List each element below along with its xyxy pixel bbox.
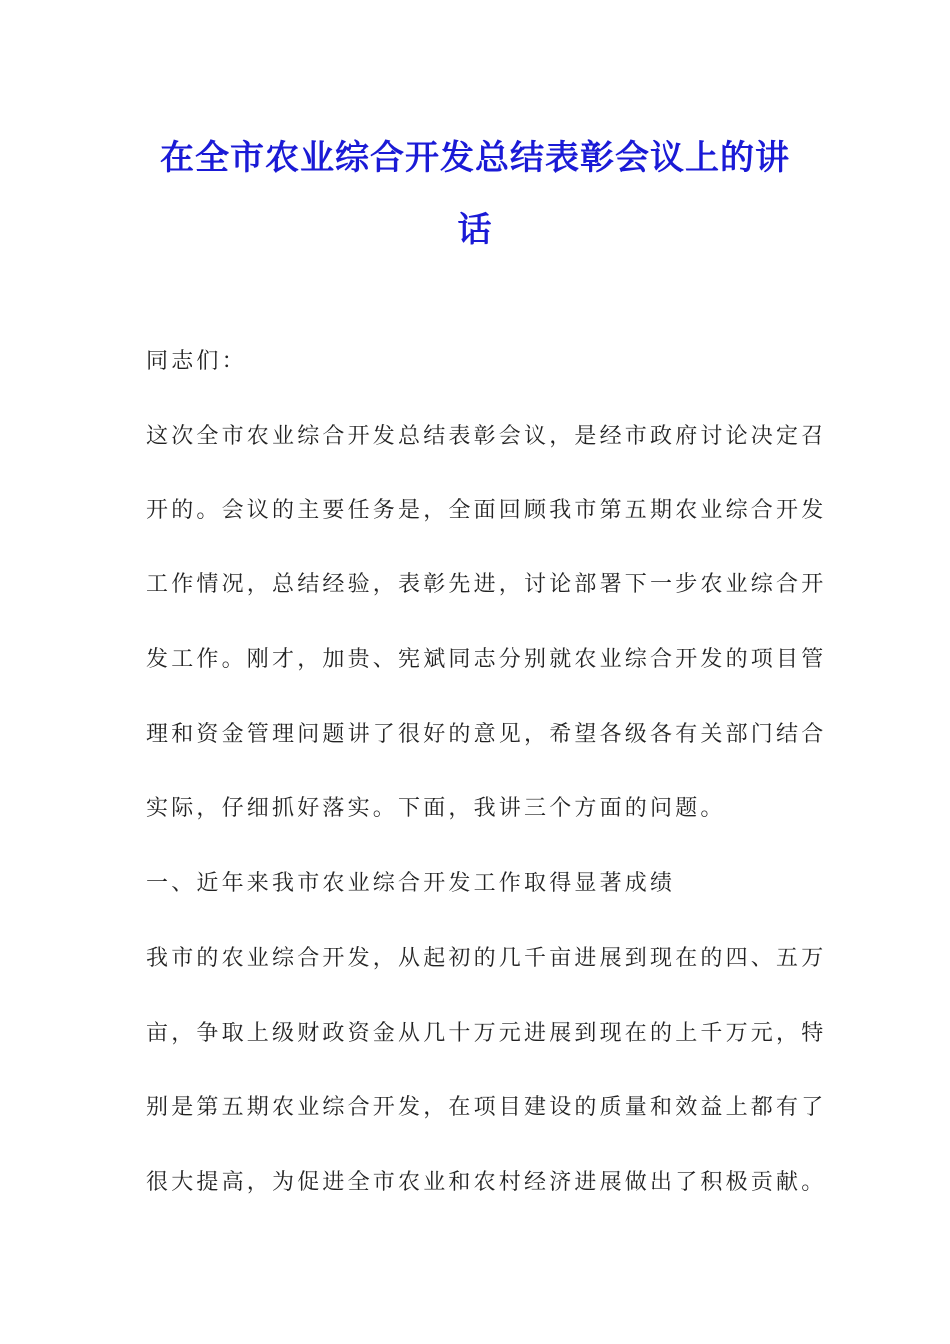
paragraph-line: 别是第五期农业综合开发，在项目建设的质量和效益上都有了 — [146, 1095, 827, 1120]
section-heading: 一、近年来我市农业综合开发工作取得显著成绩 — [146, 871, 676, 896]
paragraph-line: 理和资金管理问题讲了很好的意见，希望各级各有关部门结合 — [146, 722, 827, 747]
salutation: 同志们： — [146, 349, 247, 374]
document-title-line-2: 话 — [457, 210, 493, 250]
paragraph-line: 很大提高，为促进全市农业和农村经济进展做出了积极贡献。 — [146, 1170, 827, 1195]
paragraph-line: 实际，仔细抓好落实。下面，我讲三个方面的问题。 — [146, 796, 726, 821]
paragraph-line: 这次全市农业综合开发总结表彰会议，是经市政府讨论决定召 — [146, 424, 827, 449]
document-title-line-1: 在全市农业综合开发总结表彰会议上的讲 — [160, 138, 790, 178]
paragraph-line: 亩，争取上级财政资金从几十万元进展到现在的上千万元，特 — [146, 1021, 827, 1046]
paragraph-line: 工作情况，总结经验，表彰先进，讨论部署下一步农业综合开 — [146, 572, 827, 597]
paragraph-line: 发工作。刚才，加贵、宪斌同志分别就农业综合开发的项目管 — [146, 647, 827, 672]
paragraph-line: 开的。会议的主要任务是，全面回顾我市第五期农业综合开发 — [146, 498, 827, 523]
paragraph-line: 我市的农业综合开发，从起初的几千亩进展到现在的四、五万 — [146, 946, 827, 971]
